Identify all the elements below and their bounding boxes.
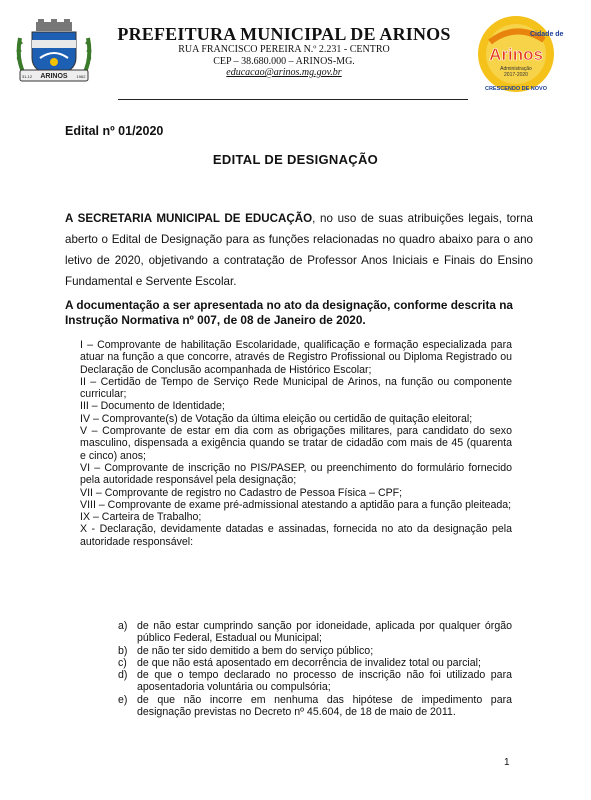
sublist-item — [118, 645, 512, 657]
municipal-crest-logo — [14, 18, 94, 86]
list-item: IX – Carteira de Trabalho; — [80, 511, 202, 524]
sublist-text: de não ter sido demitido a bem do serviço público; — [137, 644, 374, 657]
sublist-text: de que não está aposentado em decorrência de invalidez total ou parcial; — [137, 656, 481, 669]
list-item: IV – Comprovante(s) de Votação da última eleição ou certidão de quitação eleitoral; — [80, 412, 473, 425]
sublist-letter: b) — [118, 644, 128, 657]
intro-bold: A SECRETARIA MUNICIPAL DE EDUCAÇÃO — [65, 212, 313, 225]
list-item: X - Declaração, devidamente datadas e assinadas, fornecida no ato da designação pela autoridade responsável: — [80, 523, 512, 548]
logo-cidade-text: Cidade de — [530, 31, 564, 38]
letterhead-cep: CEP – 38.680.000 – ARINOS-MG. — [213, 55, 355, 67]
letterhead-address: RUA FRANCISCO PEREIRA N.º 2.231 - CENTRO — [178, 44, 390, 55]
list-item: VII – Comprovante de registro no Cadastro de Pessoa Física – CPF; — [80, 486, 403, 499]
sublist-letter: a) — [118, 620, 128, 632]
sublist-text: de não estar cumprindo sanção por idoneidade, aplicada por qualquer órgão público Federal, Estadual ou Municipal; — [137, 620, 512, 645]
sublist-item — [118, 620, 512, 645]
list-item: VI – Comprovante de inscrição no PIS/PASEP, ou preenchimento do formulário fornecido pela autoridade responsável pela designação; — [80, 461, 512, 487]
sublist-text: de que não incorre em nenhuma das hipótese de impedimento para designação previstas no Decreto nº 45.604, de 18 de maio de 2011. — [137, 693, 512, 719]
document-heading: EDITAL DE DESIGNAÇÃO — [212, 152, 379, 167]
list-item: I – Comprovante de habilitação Escolaridade, qualificação e formação especializada para atuar na função a que concorre, através de Registro Profissional ou Diploma Registrado ou Declaração de Conclusão acompanhada de Histórico Escolar; — [80, 339, 512, 376]
list-item: V – Comprovante de estar em dia com as obrigações militares, para candidato do sexo masculino, dispensada a exigência quando se tratar de cidadão com mais de 45 (quarenta e cinco) anos; — [80, 425, 512, 462]
sublist-item — [118, 657, 512, 669]
logo-slogan-text: CRESCENDO DE NOVO — [484, 86, 548, 92]
sublist-letter: d) — [118, 669, 128, 682]
sublist-letter: e) — [118, 693, 128, 706]
list-item: VIII – Comprovante de exame pré-admissional atestando a aptidão para a função pleiteada; — [80, 498, 512, 511]
header-divider — [118, 99, 468, 100]
logo-arinos-text: Arinos — [489, 45, 543, 64]
documents-list — [80, 339, 512, 548]
crest-date-left: 31-12 — [21, 74, 33, 79]
sublist-text: de que o tempo declarado no processo de inscrição não foi utilizado para aposentadoria voluntária ou compulsória; — [137, 669, 512, 694]
sublist-item — [118, 669, 512, 694]
declarations-sublist — [118, 620, 512, 718]
letterhead — [96, 24, 472, 79]
logo-years-text: 2017-2020 — [504, 72, 528, 78]
letterhead-email[interactable]: educacao@arinos.mg.gov.br — [226, 67, 342, 78]
arinos-administration-logo — [470, 12, 566, 98]
sublist-item — [118, 694, 512, 719]
intro-paragraph — [65, 208, 533, 292]
logo-admin-text: Administração — [500, 66, 532, 72]
list-item: II – Certidão de Tempo de Serviço Rede Municipal de Arinos, na função ou componente curricular; — [80, 375, 512, 401]
letterhead-title: PREFEITURA MUNICIPAL DE ARINOS — [117, 24, 451, 44]
list-item: III – Documento de Identidade; — [80, 400, 225, 413]
page-number: 1 — [504, 757, 510, 768]
sublist-letter: c) — [118, 656, 127, 669]
intro-rest: , no uso de suas atribuições legais, torna aberto o Edital de Designação para as funções relacionadas no quadro abaixo para o ano letivo de 2020, objetivando a contratação de Professor Anos Iniciais e Finais do Ensino Fundamental e Servente Escolar. — [65, 212, 534, 288]
crest-name-text: ARINOS — [40, 73, 68, 80]
documentation-title: A documentação a ser apresentada no ato da designação, conforme descrita na Instrução Normativa nº 007, de 08 de Janeiro de 2020. — [65, 298, 513, 327]
crest-date-right: 1962 — [76, 74, 86, 79]
edital-number: Edital nº 01/2020 — [65, 124, 164, 138]
